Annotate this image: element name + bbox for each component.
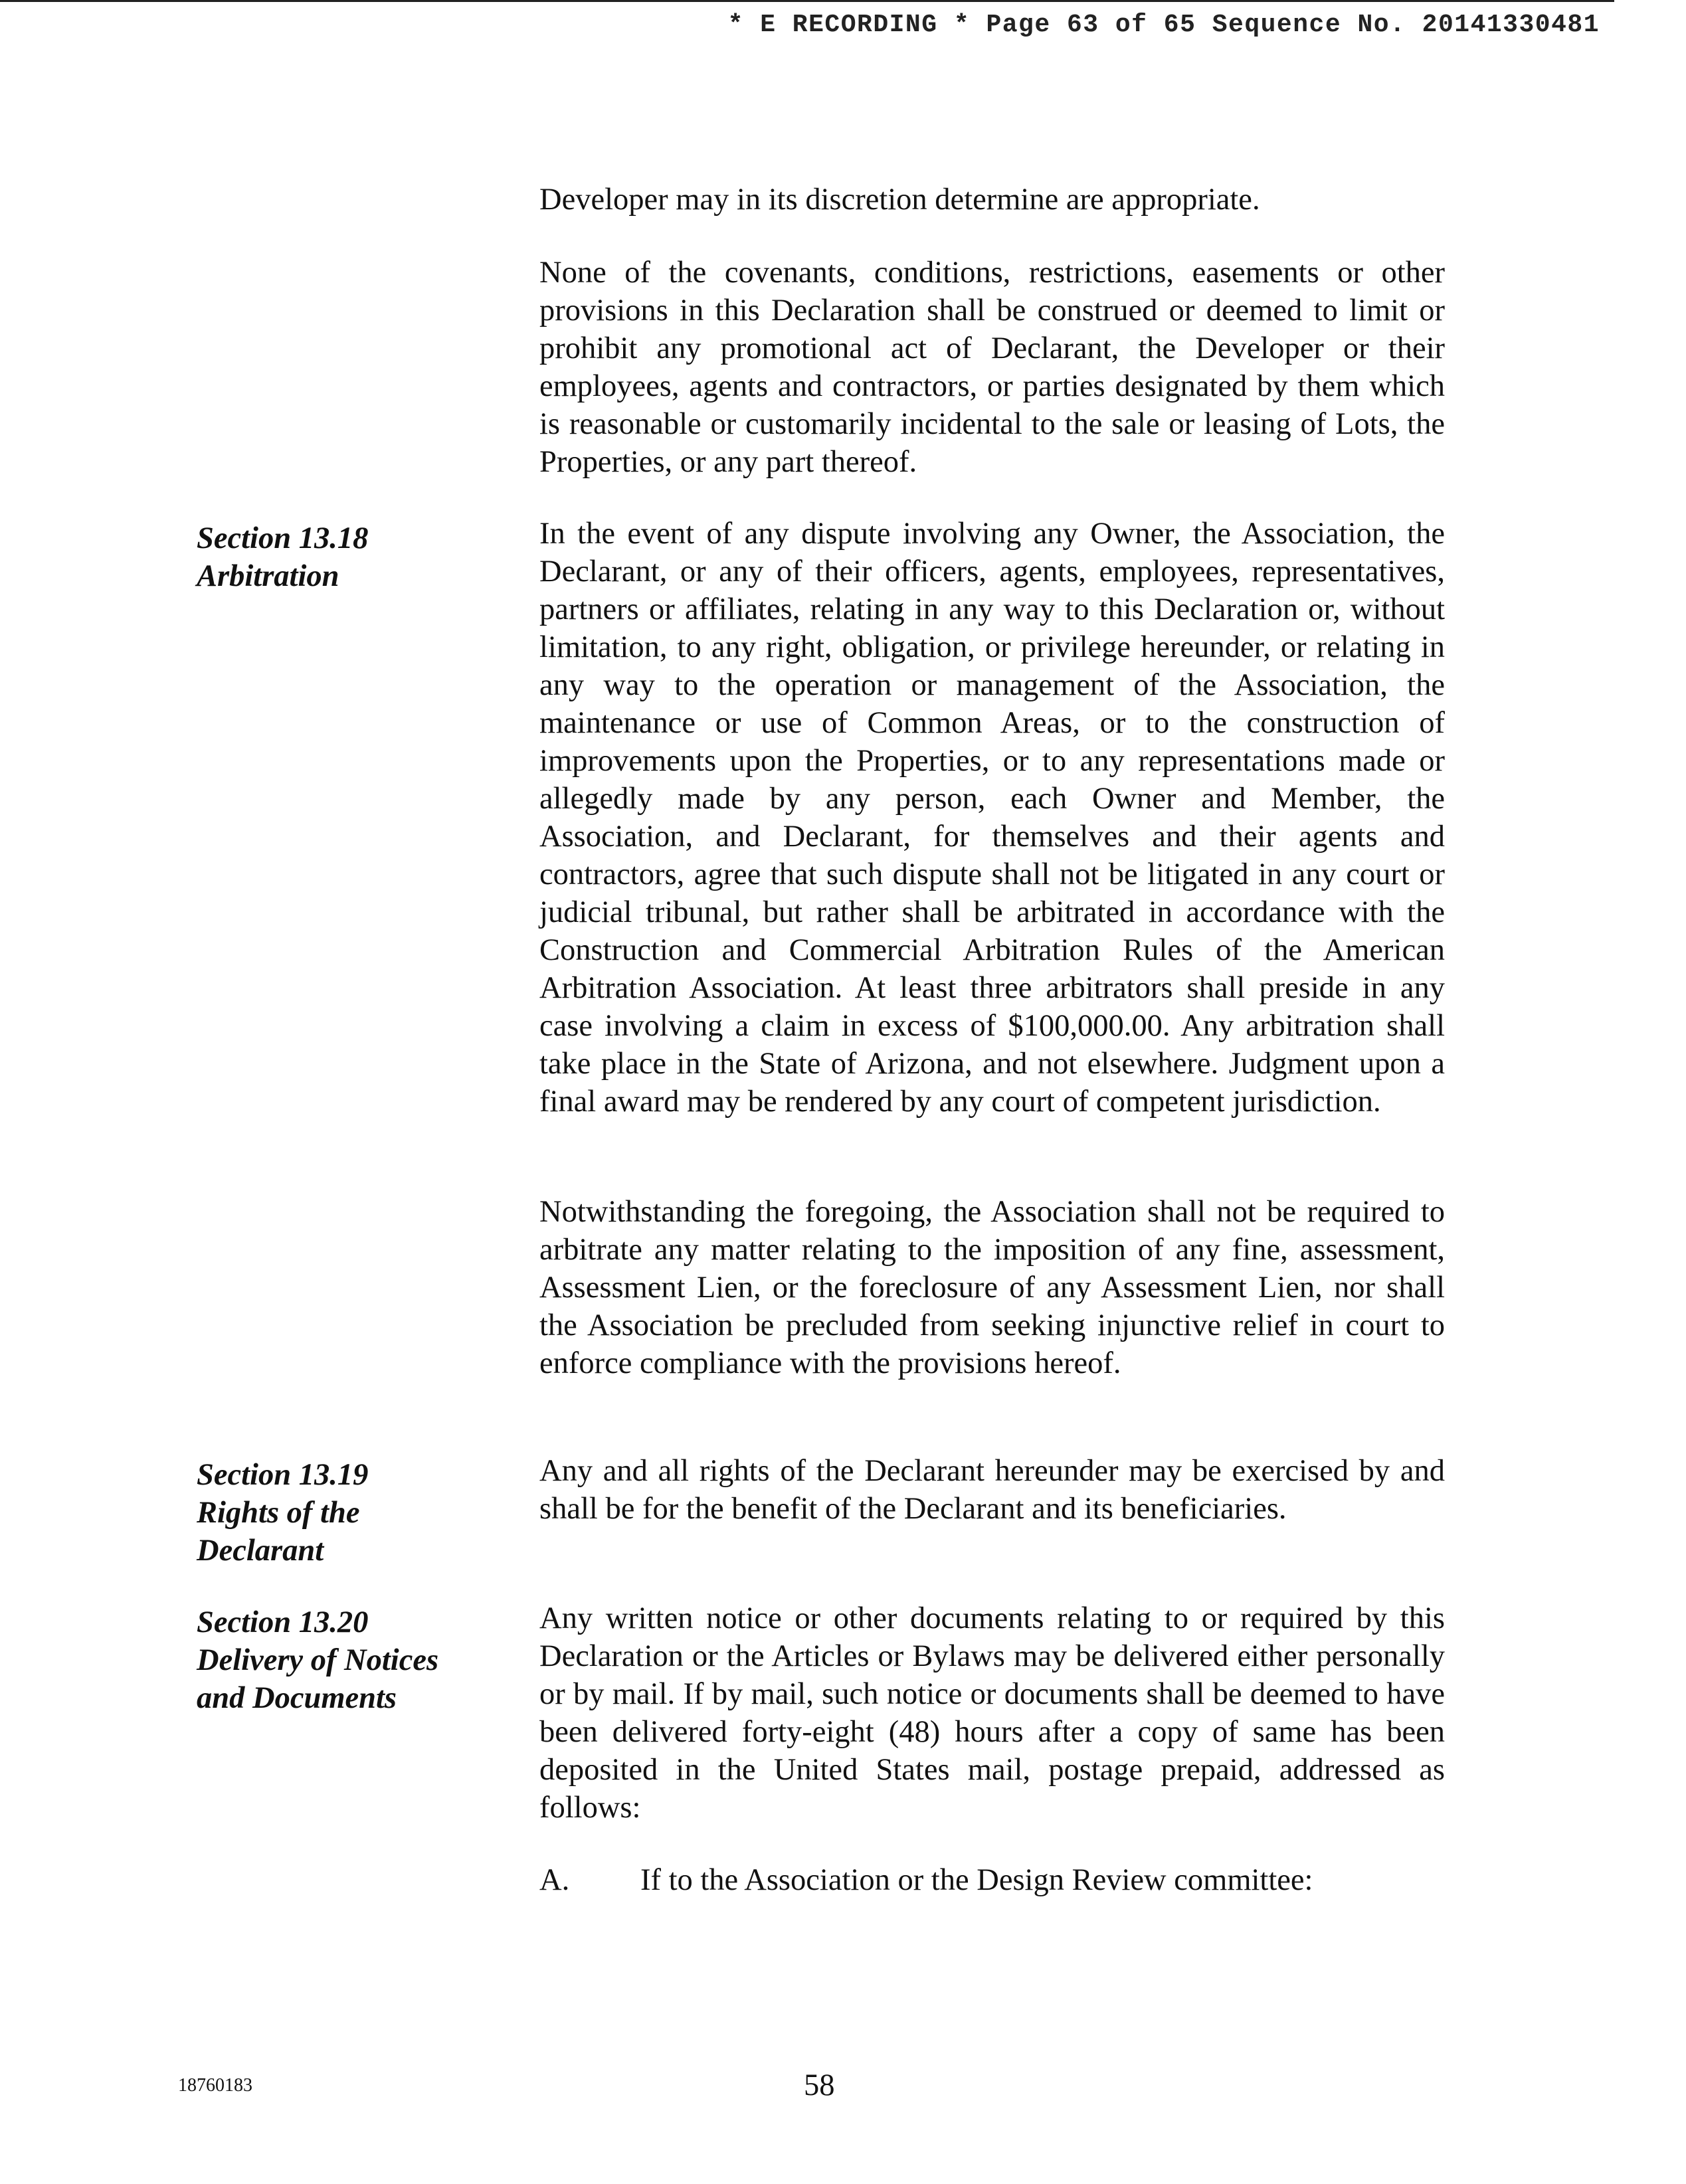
page-number: 58 [804,2068,835,2102]
section-title: Rights of the [197,1496,360,1530]
section-13-19-heading [197,1456,502,1570]
section-title: and Documents [197,1681,397,1715]
section-title: Delivery of Notices [197,1643,439,1677]
paragraph-text: In the event of any dispute involving any Owner, the Association, the Declarant, or any of their officers, agents, employees, representatives, partners or affiliates, relating in any way to this Declaration or, without limitation, to any right, obligation, or privilege hereunder, or relating in any way to the operation or management of the Association, the maintenance or use of Common Areas, or to the construction of improvements upon the Properties, or to any representations made or allegedly made by any person, each Owner and Member, the Association, and Declarant, for themselves and their agents and contractors, agree that such dispute shall not be litigated in any court or judicial tribunal, but rather shall be arbitrated in accordance with the Construction and Commercial Arbitration Rules of the American Arbitration Association. At least three arbitrators shall preside in any case involving a claim in excess of $100,000.00. Any arbitration shall take place in the State of Arizona, and not elsewhere. Judgment upon a final award may be rendered by any court of competent jurisdiction. [539,517,1445,1119]
paragraph-text: Any written notice or other documents relating to or required by this Declaration or the Articles or Bylaws may be delivered either personally or by mail. If by mail, such notice or documents shall be deemed to have been delivered forty-eight (48) hours after a copy of same has been deposited in the United States mail, postage prepaid, addressed as follows: [539,1601,1445,1825]
paragraph-notwithstanding [539,1193,1445,1382]
document-number: 18760183 [178,2075,252,2096]
list-marker: A. [539,1863,570,1897]
paragraph-promotional-acts [539,254,1445,481]
section-13-18-heading [197,519,502,595]
paragraph-declarant-rights [539,1452,1445,1528]
section-number: Section 13.18 [197,521,369,555]
paragraph-text: Any and all rights of the Declarant hereunder may be exercised by and shall be for the benefit of the Declarant and its beneficiaries. [539,1454,1445,1526]
section-title: Declarant [197,1534,324,1568]
paragraph-text: Notwithstanding the foregoing, the Association shall not be required to arbitrate any matter relating to the imposition of any fine, assessment, Assessment Lien, or the foreclosure of any Assessment Lien, nor shall the Association be precluded from seeking injunctive relief in court to enforce compliance with the provisions hereof. [539,1195,1445,1380]
list-item-a [539,1861,1445,1899]
list-item-text: If to the Association or the Design Review committee: [640,1863,1313,1897]
section-number: Section 13.19 [197,1458,369,1492]
paragraph-continuation [539,181,1445,219]
recording-header: * E RECORDING * Page 63 of 65 Sequence No. 20141330481 [727,11,1600,39]
paragraph-text: None of the covenants, conditions, restrictions, easements or other provisions in this Declaration shall be construed or deemed to limit or prohibit any promotional act of Declarant, the Developer or their employees, agents and contractors, or parties designated by them which is reasonable or customarily incidental to the sale or leasing of Lots, the Properties, or any part thereof. [539,256,1445,479]
top-rule [0,0,1614,2]
paragraph-text: Developer may in its discretion determine are appropriate. [539,183,1260,217]
section-13-20-heading [197,1603,502,1717]
paragraph-delivery-of-notices [539,1599,1445,1827]
section-number: Section 13.20 [197,1605,369,1639]
section-title: Arbitration [197,559,339,593]
paragraph-arbitration [539,515,1445,1121]
